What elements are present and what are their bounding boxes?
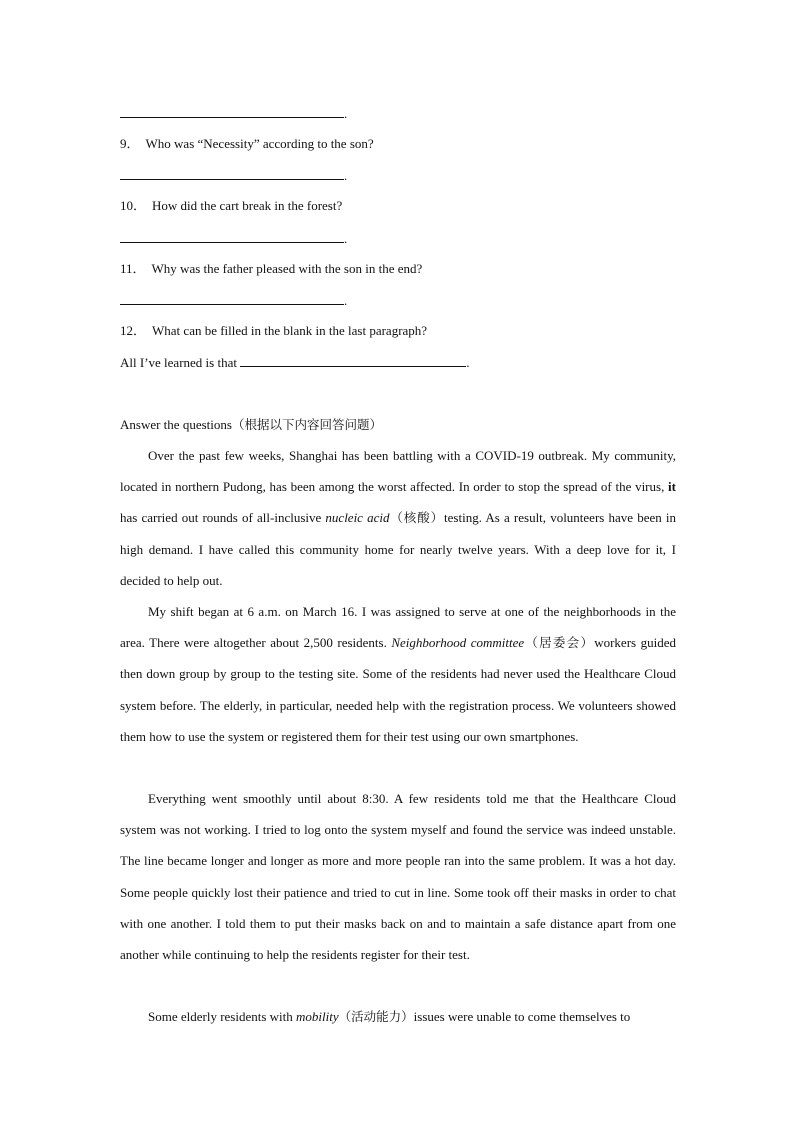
answer-line-8[interactable]: . — [120, 105, 347, 122]
question-9 — [120, 136, 374, 152]
question-number: 11． — [120, 261, 146, 276]
answer-blank[interactable] — [120, 230, 344, 243]
question-10 — [120, 198, 342, 214]
answer-line-11[interactable]: . — [120, 292, 347, 309]
question-text: Why was the father pleased with the son in the end? — [151, 261, 423, 276]
question-text: How did the cart break in the forest? — [152, 198, 343, 213]
passage-paragraph-3: Everything went smoothly until about 8:30. A few residents told me that the Healthcare Cloud system was not working. I tried to log onto the system myself and found the service was indeed unstable. The line became longer and longer as more and more people ran into the same problem. It was a hot day. Some people quickly lost their patience and tried to cut in line. Some took off their masks in order to chat with one another. I told them to put their masks back on and to maintain a safe distance apart from one another while continuing to help the residents register for their test. — [120, 791, 676, 963]
answer-blank[interactable] — [120, 167, 344, 180]
question-number: 10． — [120, 198, 147, 213]
answer-blank[interactable] — [120, 292, 344, 305]
section-title: Answer the questions（根据以下内容回答问题） — [120, 417, 382, 432]
answer-blank[interactable] — [120, 105, 344, 118]
question-number: 9． — [120, 136, 140, 151]
answer-blank[interactable] — [240, 354, 466, 367]
question-text: Who was “Necessity” according to the son? — [145, 136, 374, 151]
passage-paragraph-2: My shift began at 6 a.m. on March 16. I was assigned to serve at one of the neighborhoods in the area. There were altogether about 2,500 residents. Neighborhood committee（居委会）workers guided then down group by group to the testing site. Some of the residents had never used the Healthcare Cloud system before. The elderly, in particular, needed help with the registration process. We volunteers showed them how to use the system or registered them for their test using our own smartphones. — [120, 604, 676, 744]
question-12 — [120, 323, 427, 339]
question-11 — [120, 261, 422, 277]
question-text: What can be filled in the blank in the last paragraph? — [152, 323, 428, 338]
answer-prefix: All I’ve learned is that — [120, 355, 237, 370]
question-number: 12． — [120, 323, 147, 338]
answer-line-9[interactable]: . — [120, 167, 347, 184]
answer-line-12[interactable]: All I’ve learned is that . — [120, 355, 470, 370]
answer-line-10[interactable]: . — [120, 230, 347, 247]
passage-paragraph-1: Over the past few weeks, Shanghai has been battling with a COVID-19 outbreak. My community, located in northern Pudong, has been among the worst affected. In order to stop the spread of the virus, it has carried out rounds of all-inclusive nucleic acid（核酸）testing. As a result, volunteers have been in high demand. I have called this community home for nearly twelve years. With a deep love for it, I decided to help out. — [120, 448, 676, 588]
passage-paragraph-4: Some elderly residents with mobility（活动能力）issues were unable to come themselves to — [148, 1009, 631, 1024]
